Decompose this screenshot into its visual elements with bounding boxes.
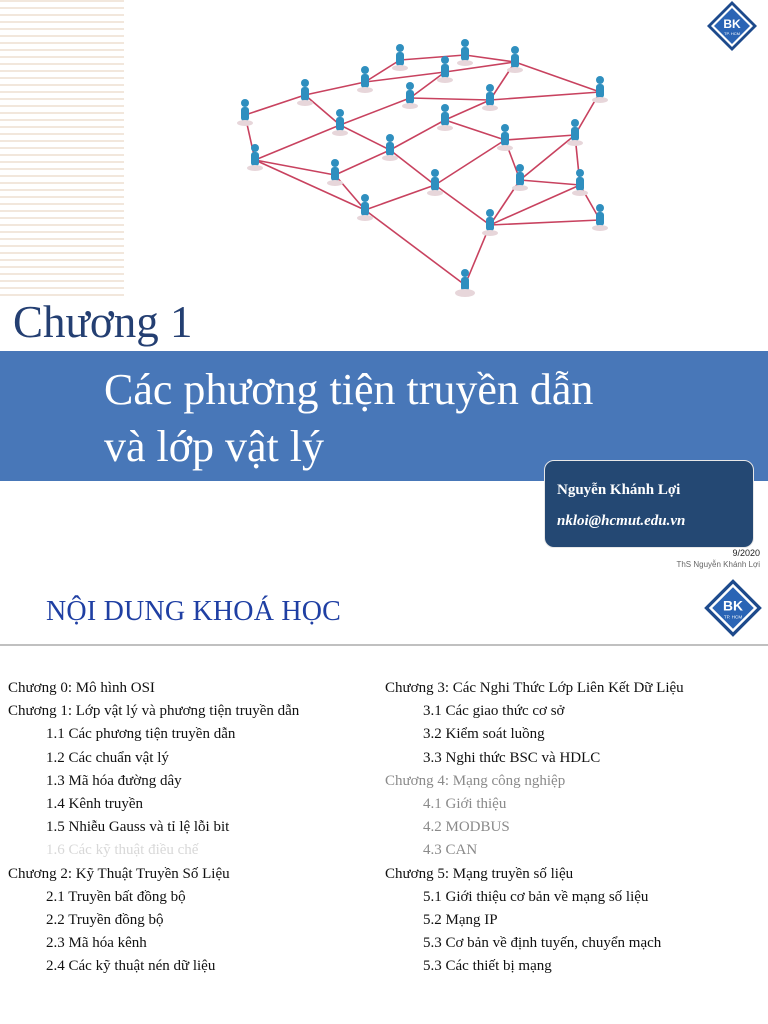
chapter-heading: Chương 0: Mô hình OSI	[8, 680, 155, 696]
chapter-heading: Chương 4: Mạng công nghiệp	[385, 772, 566, 789]
section-item: 4.3 CAN	[423, 842, 478, 859]
author-name: Nguyễn Khánh Lợi	[557, 482, 681, 498]
chapter-heading: Chương 2: Kỹ Thuật Truyền Số Liệu	[8, 865, 230, 882]
section-item: 5.3 Các thiết bị mạng	[423, 958, 552, 975]
section-item: 1.3 Mã hóa đường dây	[46, 772, 182, 789]
bk-logo	[706, 0, 758, 52]
contents-right-column	[385, 677, 765, 978]
section-item: 5.2 Mạng IP	[423, 911, 498, 928]
section-item: 4.1 Giới thiệu	[423, 795, 507, 812]
section-item: 1.2 Các chuẩn vật lý	[46, 749, 169, 766]
section-item: 3.1 Các giao thức cơ sở	[423, 703, 565, 720]
decorative-stripes	[0, 0, 124, 300]
section-item: 1.4 Kênh truyền	[46, 795, 144, 812]
section-item: 3.3 Nghi thức BSC và HDLC	[423, 749, 601, 766]
chapter-label: Chương 1	[13, 297, 193, 347]
svg-text:BK: BK	[723, 17, 741, 31]
slide-date: 9/2020	[732, 548, 760, 558]
section-item: 1.6 Các kỹ thuật điều chế	[46, 842, 199, 859]
contents-slide	[0, 578, 768, 1024]
contents-left-column	[8, 677, 388, 978]
slide-title	[104, 361, 764, 475]
network-illustration	[225, 20, 625, 300]
section-item: 2.4 Các kỹ thuật nén dữ liệu	[46, 958, 216, 975]
slide-title-line1: Các phương tiện truyền dẫn	[104, 365, 594, 414]
section-item: 2.2 Truyền đồng bộ	[46, 911, 164, 928]
section-item: 5.1 Giới thiệu cơ bản về mạng số liệu	[423, 888, 649, 905]
section-item: 3.2 Kiểm soát luồng	[423, 726, 545, 743]
footer-author: ThS Nguyễn Khánh Lợi	[676, 560, 760, 569]
section-item: 5.3 Cơ bản về định tuyến, chuyển mạch	[423, 935, 662, 952]
section-item: 4.2 MODBUS	[423, 819, 510, 836]
bk-logo	[703, 578, 763, 638]
chapter-heading: Chương 3: Các Nghi Thức Lớp Liên Kết Dữ Liệu	[385, 680, 684, 696]
author-box	[544, 460, 754, 548]
chapter-heading: Chương 5: Mạng truyền số liệu	[385, 865, 574, 882]
section-item: 1.1 Các phương tiện truyền dẫn	[46, 726, 236, 743]
contents-title: NỘI DUNG KHOÁ HỌC	[46, 596, 342, 627]
divider	[0, 644, 768, 646]
author-email: nkloi@hcmut.edu.vn	[557, 513, 686, 529]
section-item: 1.5 Nhiễu Gauss và tỉ lệ lỗi bit	[46, 819, 230, 836]
svg-text:TP. HCM: TP. HCM	[723, 614, 743, 620]
svg-text:TP. HCM: TP. HCM	[724, 31, 740, 36]
svg-text:BK: BK	[723, 597, 743, 614]
section-item: 2.1 Truyền bất đồng bộ	[46, 888, 186, 905]
slide-title-line2: và lớp vật lý	[104, 422, 324, 471]
section-item: 2.3 Mã hóa kênh	[46, 935, 147, 952]
chapter-heading: Chương 1: Lớp vật lý và phương tiện truyền dẫn	[8, 703, 300, 720]
